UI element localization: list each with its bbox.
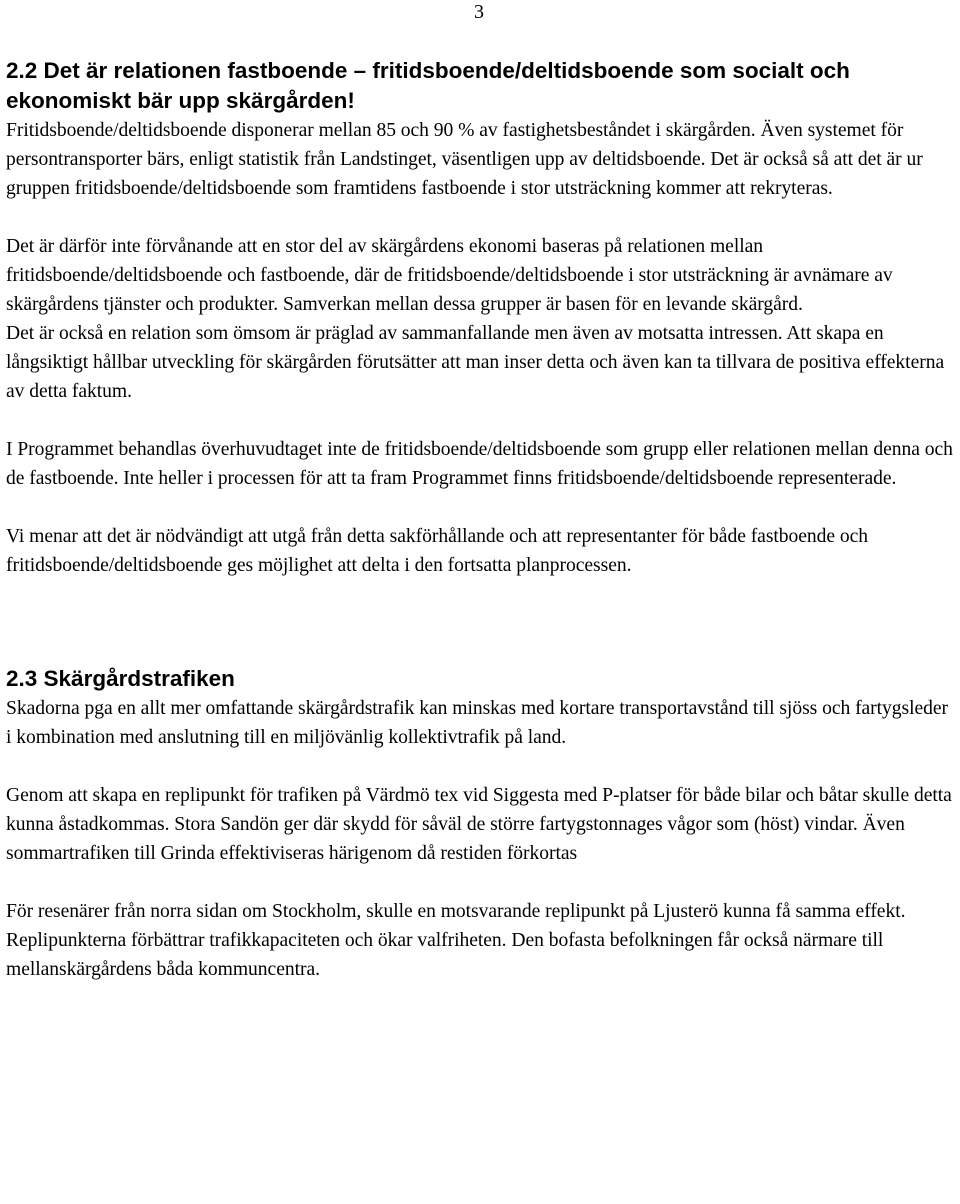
paragraph: I Programmet behandlas överhuvudtaget inte de fritidsboende/deltidsboende som grupp eller relationen mellan denna och de fastboende. Inte heller i processen för att ta fram Programmet finns fritidsboende/deltidsboende representerade.	[6, 439, 953, 489]
section-spacer	[6, 580, 958, 664]
section-heading-2-2: 2.2 Det är relationen fastboende – fritidsboende/deltidsboende som socialt och ekonomiskt bär upp skärgården!	[6, 58, 850, 113]
paragraph-spacer	[6, 752, 958, 781]
paragraph: Fritidsboende/deltidsboende disponerar mellan 85 och 90 % av fastighetsbeståndet i skärgården. Även systemet för persontransporter bärs, enligt statistik från Landstinget, väsentligen upp av deltidsboende. Det är också så att det är ur gruppen fritidsboende/deltidsboende som framtidens fastboende i stor utsträckning kommer att rekryteras.	[6, 120, 923, 199]
paragraph: För resenärer från norra sidan om Stockholm, skulle en motsvarande replipunkt på Ljusterö kunna få samma effekt. Replipunkterna förbättrar trafikkapaciteten och ökar valfriheten. Den bofasta befolkningen får också närmare till mellanskärgårdens båda kommuncentra.	[6, 901, 906, 980]
page-number: 3	[474, 1, 484, 23]
paragraph-spacer	[6, 203, 958, 232]
paragraph: Vi menar att det är nödvändigt att utgå från detta sakförhållande och att representanter för både fastboende och fritidsboende/deltidsboende ges möjlighet att delta i den fortsatta planprocessen.	[6, 526, 869, 576]
paragraph-spacer	[6, 493, 958, 522]
paragraph: Det är därför inte förvånande att en stor del av skärgårdens ekonomi baseras på relationen mellan fritidsboende/deltidsboende och fastboende, där de fritidsboende/deltidsboende i stor utsträckning är avnämare av skärgårdens tjänster och produkter. Samverkan mellan dessa grupper är basen för en levande skärgård.	[6, 236, 893, 315]
paragraph: Genom att skapa en replipunkt för trafiken på Värdmö tex vid Siggesta med P-platser för både bilar och båtar skulle detta kunna åstadkommas. Stora Sandön ger där skydd för såväl de större fartygstonnages vågor som (höst) vindar. Även sommartrafiken till Grinda effektiviseras härigenom då restiden förkortas	[6, 785, 952, 864]
section-heading-2-3: 2.3 Skärgårdstrafiken	[6, 666, 235, 691]
paragraph-spacer	[6, 406, 958, 435]
paragraph-spacer	[6, 868, 958, 897]
document-body	[6, 56, 958, 984]
paragraph: Skadorna pga en allt mer omfattande skärgårdstrafik kan minskas med kortare transportavstånd till sjöss och fartygsleder i kombination med anslutning till en miljövänlig kollektivtrafik på land.	[6, 698, 949, 748]
paragraph: Det är också en relation som ömsom är präglad av sammanfallande men även av motsatta intressen. Att skapa en långsiktigt hållbar utveckling för skärgården förutsätter att man inser detta och även kan ta tillvara de positiva effekterna av detta faktum.	[6, 323, 945, 402]
